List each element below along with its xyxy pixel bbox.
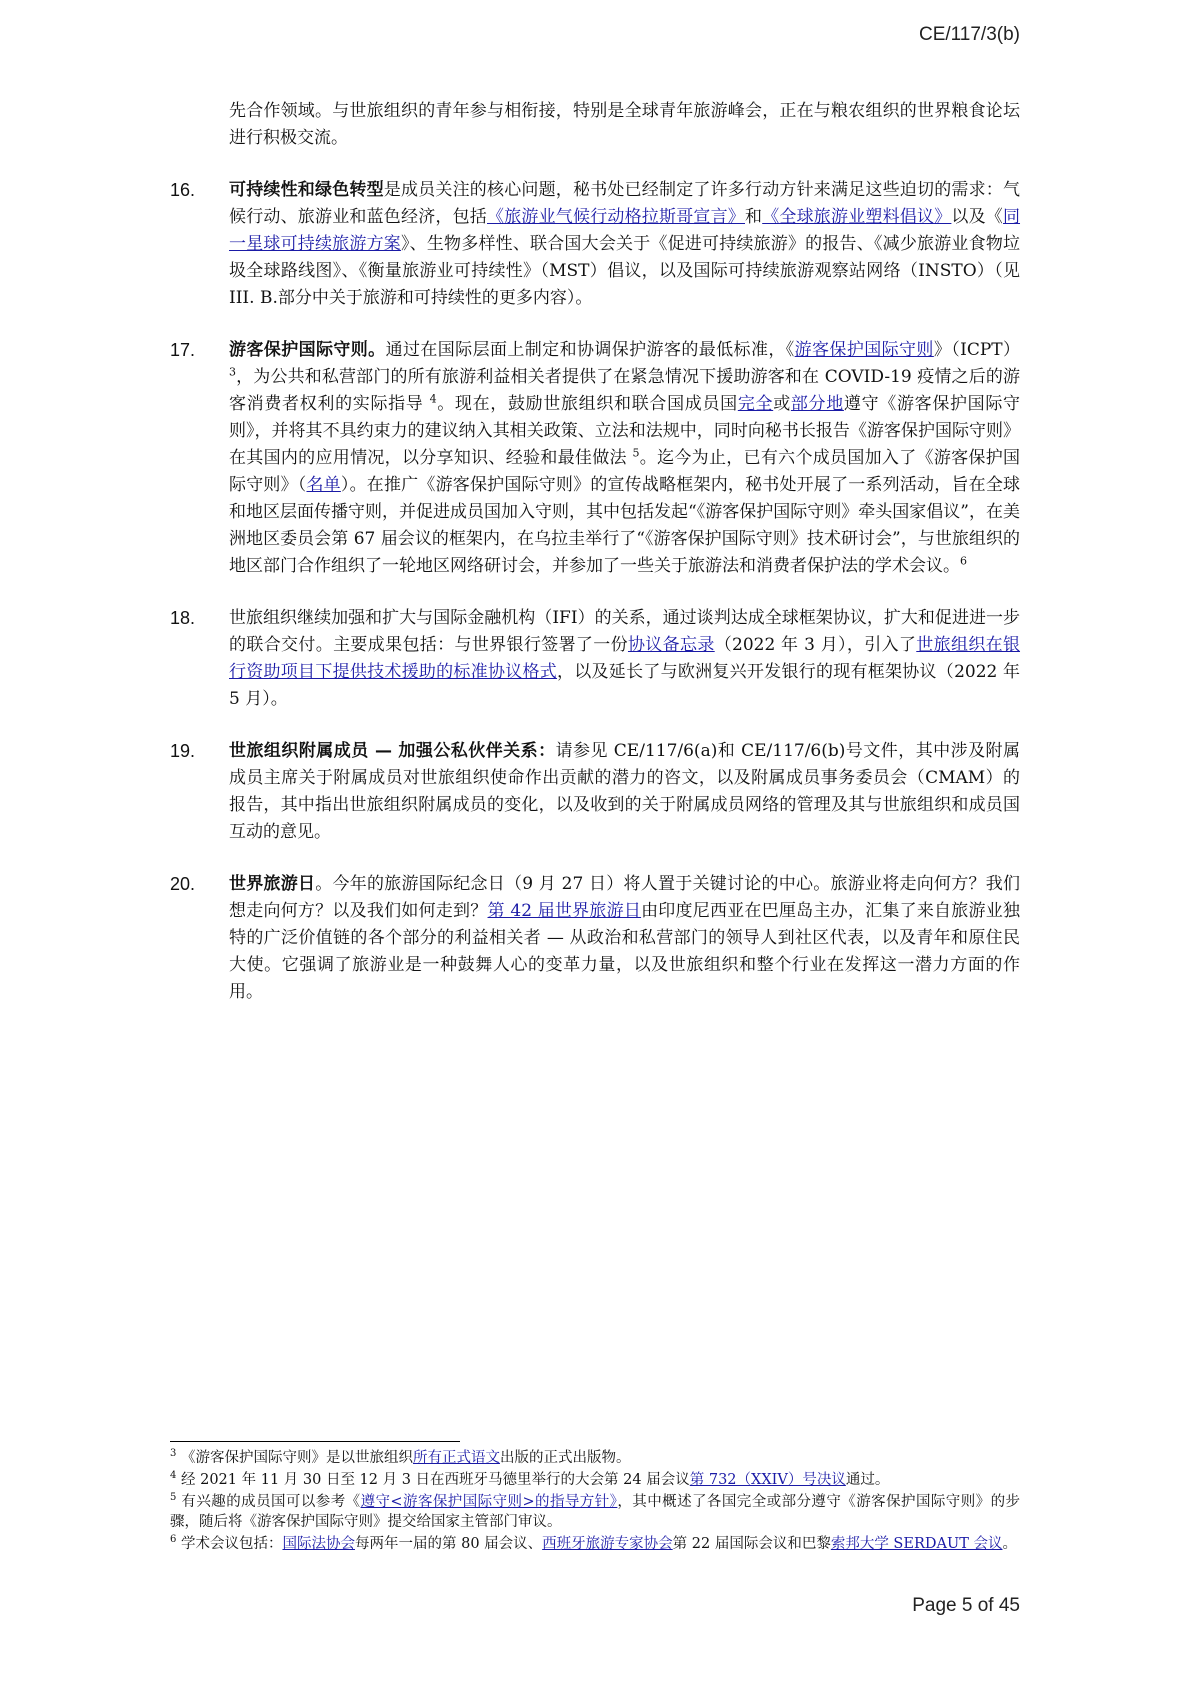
paragraph-text: 》（ICPT） [933, 340, 1021, 360]
footnote-text: 每两年一届的第 80 届会议、 [354, 1536, 543, 1552]
paragraph-19 [170, 738, 1020, 846]
footnote-3 [170, 1448, 1020, 1468]
paragraph-number: 19. [170, 741, 196, 761]
link-official-languages[interactable]: 所有正式语文 [412, 1450, 500, 1466]
paragraph-number: 18. [170, 608, 196, 628]
paragraph-heading: 世旅组织附属成员 — 加强公私伙伴关系： [229, 741, 556, 761]
paragraph-continuation [170, 98, 1020, 152]
footnote-ref-4[interactable]: 4 [429, 392, 437, 406]
footnote-mark: 4 [170, 1470, 177, 1482]
footnote-text: ，其中概述了各国完全或部分遵守《游客保护国际守则》的步骤，随后将《游客保护国际守则》提交给国家主管部门审议。 [170, 1494, 1021, 1530]
link-plastics-initiative[interactable]: 《全球旅游业塑料倡议》 [762, 207, 952, 227]
footnote-text: 。 [1002, 1536, 1017, 1552]
footnotes [170, 1448, 1020, 1556]
paragraph-text: ，为公共和私营部门的所有旅游利益相关者提供了在紧急情况下援助游客和在 COVID-19 疫情之后的游客消费者权利的实际指导 [229, 367, 1020, 414]
footnote-text: 学术会议包括： [180, 1536, 283, 1552]
paragraph-heading: 游客保护国际守则。 [229, 340, 386, 360]
paragraph-number: 20. [170, 874, 196, 894]
paragraph-text: 是成员关注的核心问题，秘书处已经制定了许多行动方针来满足这些迫切的需求：气候行动、旅游业和蓝色经济，包括 [229, 180, 1021, 227]
footnote-6 [170, 1534, 1020, 1554]
footnote-text: 通过。 [845, 1472, 890, 1488]
link-guidelines[interactable]: 遵守<游客保护国际守则>的指导方针》 [360, 1494, 618, 1510]
link-one-planet-programme[interactable]: 同一星球可持续旅游方案 [229, 207, 1021, 254]
link-glasgow-declaration[interactable]: 《旅游业气候行动格拉斯哥宣言》 [487, 207, 745, 227]
document-body [170, 98, 1020, 1031]
link-ila[interactable]: 国际法协会 [282, 1536, 355, 1552]
paragraph-text: 请参见 CE/117/6(a)和 CE/117/6(b)号文件，其中涉及附属成员主席关于附属成员对世旅组织使命作出贡献的潜力的咨文，以及附属成员事务委员会（CMAM）的报告，其中指出世旅组织附属成员的变化，以及收到的关于附属成员网络的管理及其与世旅组织和成员国互动的意见。 [229, 741, 1020, 842]
paragraph-text: 和 [745, 207, 763, 227]
footnote-ref-5[interactable]: 5 [632, 446, 640, 460]
footnote-mark: 3 [170, 1448, 177, 1460]
paragraph-text: 由印度尼西亚在巴厘岛主办，汇集了来自旅游业独特的广泛价值链的各个部分的利益相关者 — 从政治和私营部门的领导人到社区代表，以及青年和原住民大使。它强调了旅游业是一种鼓舞人心的变革力量，以及世旅组织和整个行业在发挥这一潜力方面的作用。 [229, 901, 1020, 1002]
paragraph-number: 17. [170, 340, 196, 360]
paragraph-18 [170, 605, 1020, 713]
link-standard-agreement[interactable]: 世旅组织在银行资助项目下提供技术援助的标准协议格式 [229, 635, 1021, 682]
footnote-mark: 5 [170, 1492, 177, 1504]
footnote-text: 第 22 届国际会议和巴黎 [672, 1536, 831, 1552]
paragraph-text: （2022 年 3 月），引入了 [714, 635, 917, 655]
footnote-separator [170, 1441, 460, 1442]
paragraph-text: 》、生物多样性、联合国大会关于《促进可持续旅游》的报告、《减少旅游业食物垃圾全球路线图》、《衡量旅游业可持续性》（MST）倡议，以及国际可持续旅游观察站网络（INSTO）（见 III. B.部分中关于旅游和可持续性的更多内容）。 [229, 234, 1021, 308]
link-memorandum[interactable]: 协议备忘录 [627, 635, 715, 655]
footnote-text: 有兴趣的成员国可以参考《 [181, 1494, 361, 1510]
link-partially[interactable]: 部分地 [790, 394, 844, 414]
link-world-tourism-day[interactable]: 第 42 届世界旅游日 [487, 901, 642, 921]
footnote-text: 经 2021 年 11 月 30 日至 12 月 3 日在西班牙马德里举行的大会第 24 届会议 [180, 1472, 690, 1488]
link-icpt[interactable]: 游客保护国际守则 [794, 340, 934, 360]
paragraph-text: 。现在，鼓励世旅组织和联合国成员国 [436, 394, 738, 414]
link-list[interactable]: 名单 [306, 475, 341, 495]
paragraph-16 [170, 177, 1020, 312]
page-number: Page 5 of 45 [912, 1595, 1020, 1616]
paragraph-20 [170, 871, 1020, 1006]
paragraph-text: ，以及延长了与欧洲复兴开发银行的现有框架协议（2022 年 5 月）。 [229, 662, 1021, 709]
paragraph-text: 通过在国际层面上制定和协调保护游客的最低标准，《 [385, 340, 795, 360]
footnote-mark: 6 [170, 1534, 177, 1546]
paragraph-text: 。迄今为止，已有六个成员国加入了《游客保护国际守则》（ [229, 448, 1021, 495]
footnote-5 [170, 1492, 1020, 1532]
paragraph-heading: 世界旅游日 [229, 874, 316, 894]
footnote-ref-3[interactable]: 3 [229, 365, 236, 379]
link-resolution-732[interactable]: 第 732（XXIV）号决议 [689, 1472, 846, 1488]
paragraph-text: 世旅组织继续加强和扩大与国际金融机构（IFI）的关系，通过谈判达成全球框架协议，扩大和促进进一步的联合交付。主要成果包括：与世界银行签署了一份 [229, 608, 1020, 655]
paragraph-text: ）。在推广《游客保护国际守则》的宣传战略框架内，秘书处开展了一系列活动，旨在全球和地区层面传播守则，并促进成员国加入守则，其中包括发起“《游客保护国际守则》牵头国家倡议”，在美洲地区委员会第 67 届会议的框架内，在乌拉圭举行了“《游客保护国际守则》技术研讨会”，与世旅组织的地区部门合作组织了一轮地区网络研讨会，并参加了一些关于旅游法和消费者保护法的学术会议。 [229, 475, 1021, 576]
paragraph-text: 以及《 [951, 207, 1004, 227]
footnote-text: 《游客保护国际守则》是以世旅组织 [180, 1450, 413, 1466]
link-aeet[interactable]: 西班牙旅游专家协会 [542, 1536, 673, 1552]
paragraph-text: 。今年的旅游国际纪念日（9 月 27 日）将人置于关键讨论的中心。旅游业将走向何方？我们想走向何方？以及我们如何走到？ [229, 874, 1020, 921]
footnote-text: 出版的正式出版物。 [499, 1450, 631, 1466]
footnote-4 [170, 1470, 1020, 1490]
link-fully[interactable]: 完全 [737, 394, 774, 414]
paragraph-text: 遵守《游客保护国际守则》，并将其不具约束力的建议纳入其相关政策、立法和法规中，同时向秘书长报告《游客保护国际守则》在其国内的应用情况，以分享知识、经验和最佳做法 [229, 394, 1021, 468]
paragraph-text: 先合作领域。与世旅组织的青年参与相衔接，特别是全球青年旅游峰会，正在与粮农组织的世界粮食论坛进行积极交流。 [229, 101, 1020, 148]
footnote-ref-6[interactable]: 6 [960, 554, 967, 568]
paragraph-17 [170, 337, 1020, 580]
paragraph-text: 或 [773, 394, 791, 414]
paragraph-number: 16. [170, 180, 196, 200]
paragraph-heading: 可持续性和绿色转型 [229, 180, 384, 200]
link-sorbonne-serdaut[interactable]: 索邦大学 SERDAUT 会议 [830, 1536, 1003, 1552]
document-reference: CE/117/3(b) [918, 24, 1020, 45]
